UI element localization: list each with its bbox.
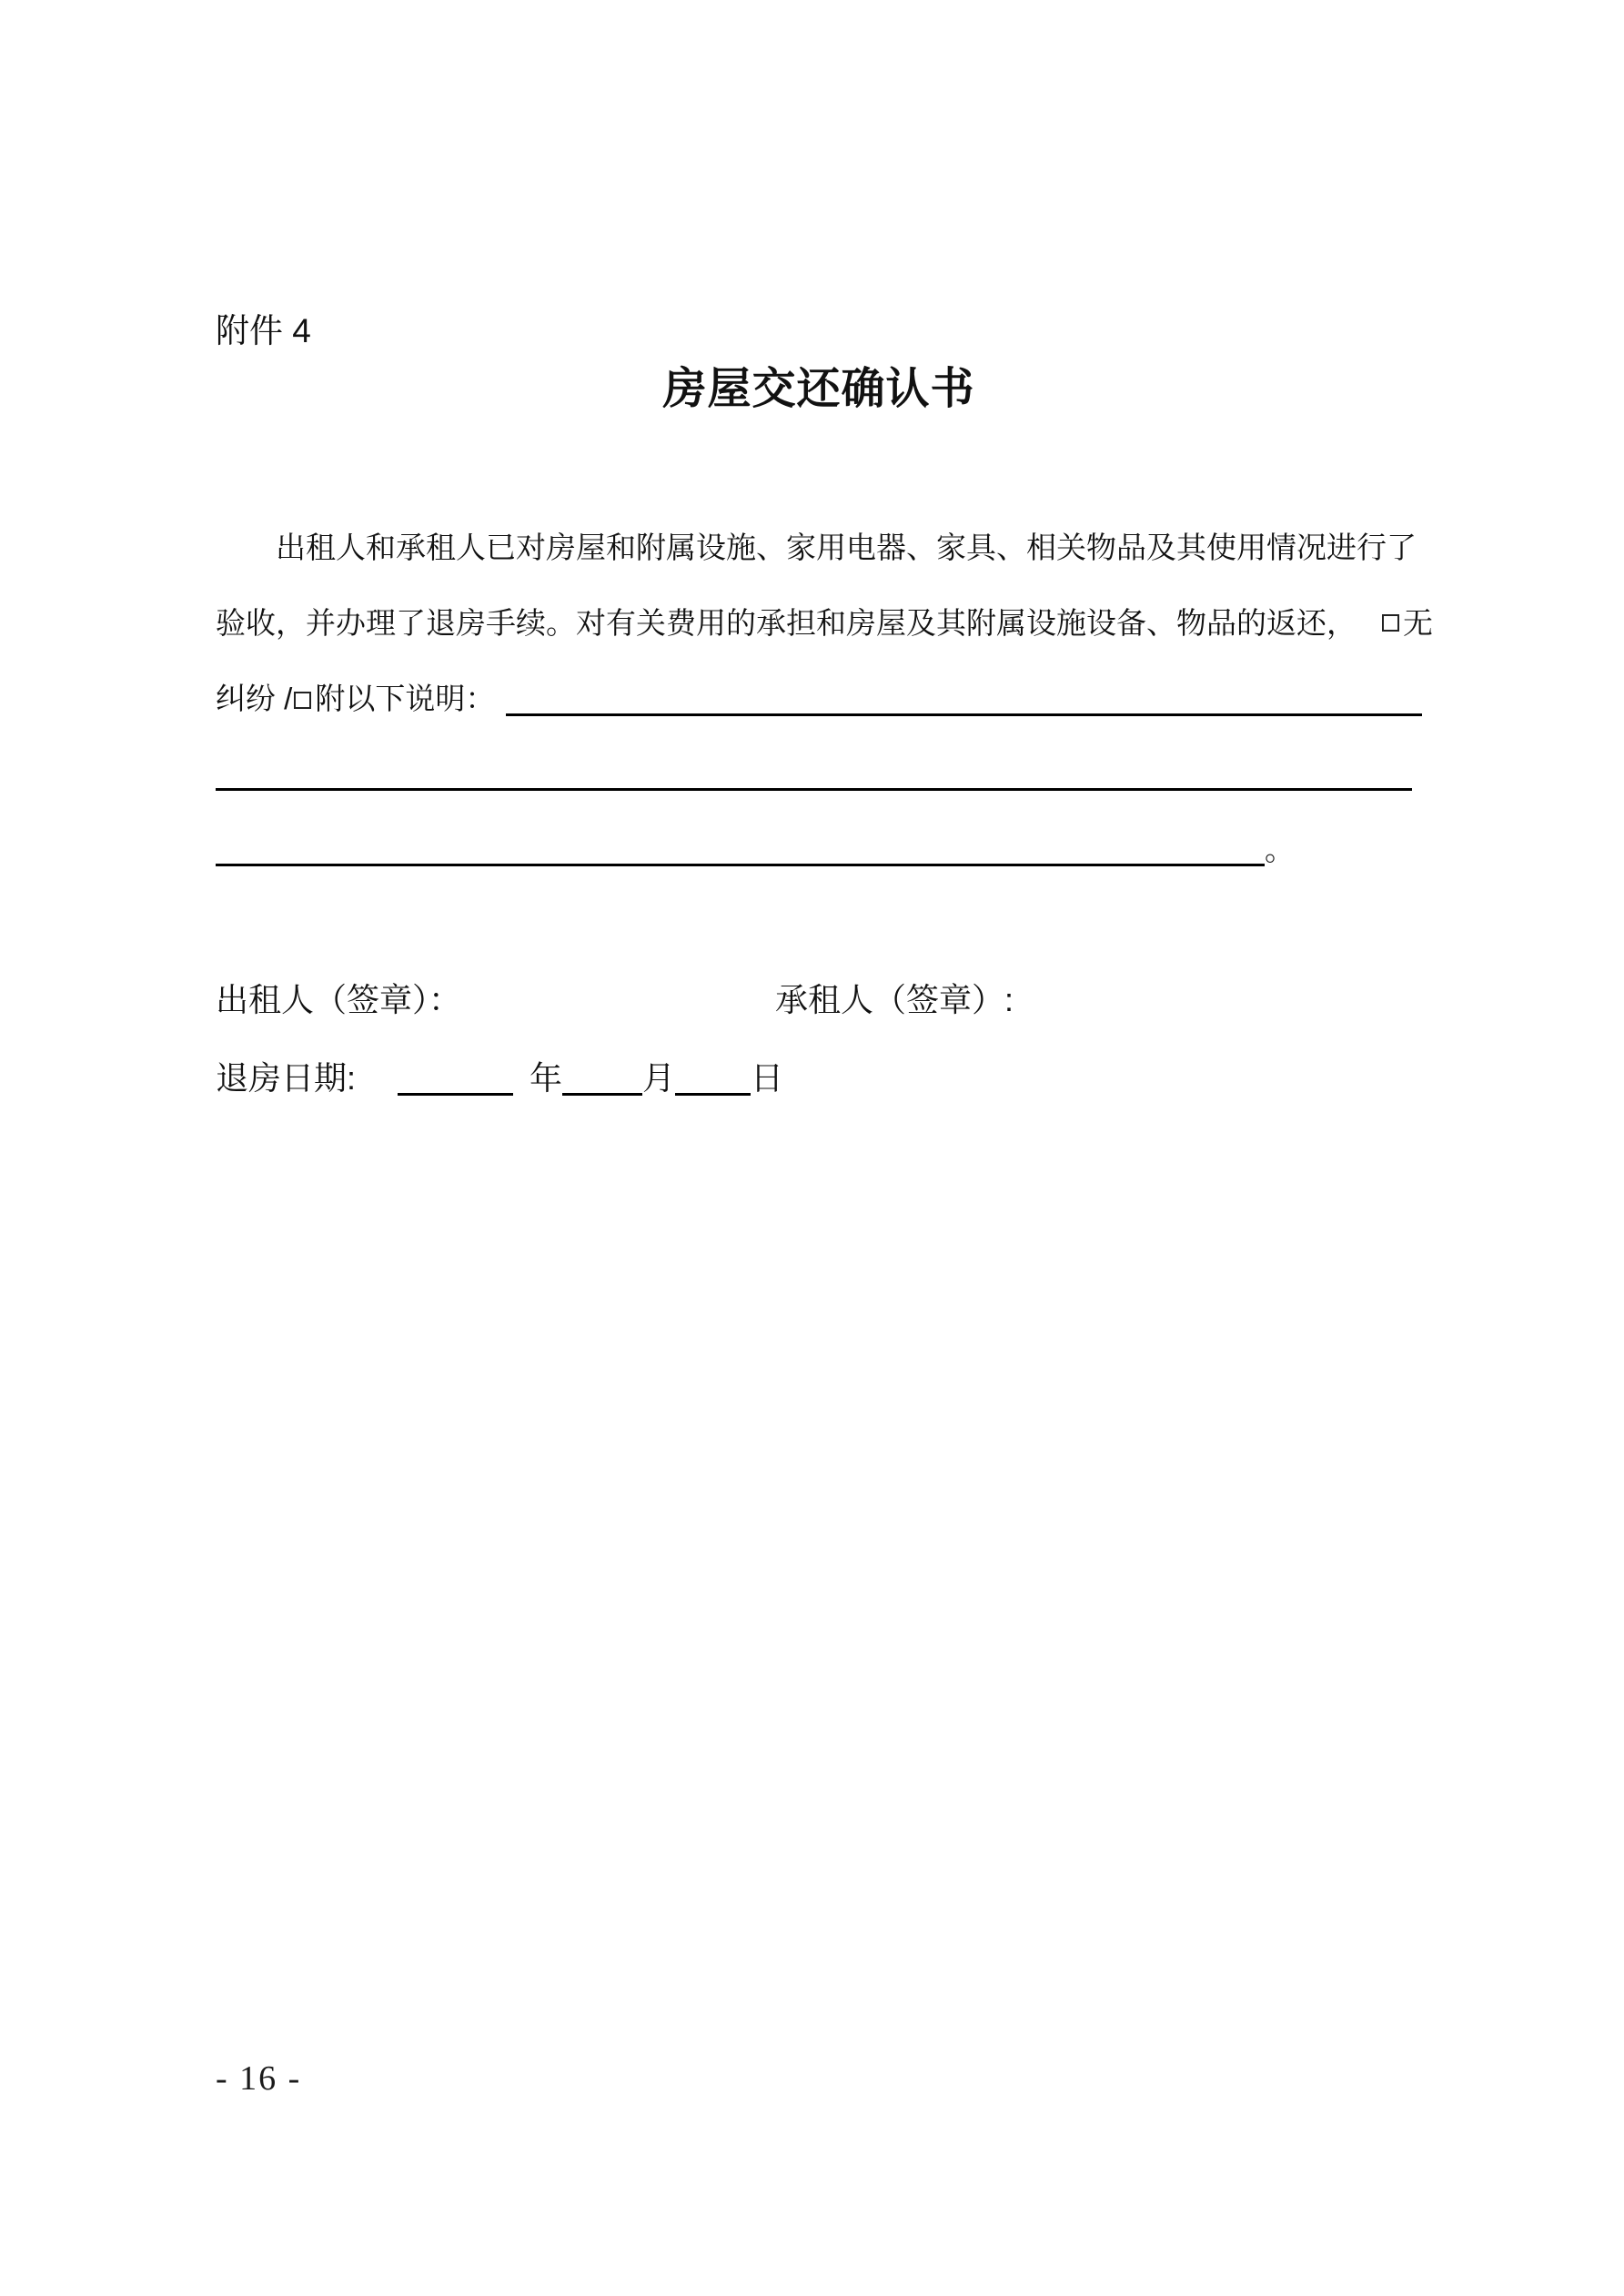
paragraph-line-1 xyxy=(216,510,1422,585)
paragraph-line-3 xyxy=(216,661,1422,736)
page-title: 房屋交还确认书 xyxy=(662,365,975,413)
lessee-signature-label: 承租人（签章）: xyxy=(775,981,1014,1018)
paragraph-text: 纠纷 / xyxy=(216,682,293,715)
page-number: - 16 - xyxy=(216,2059,302,2098)
note-blank-line-3[interactable] xyxy=(216,864,1265,866)
checkout-date-line xyxy=(216,1057,1422,1100)
lessor-signature-label: 出租人（签章）： xyxy=(216,981,462,1018)
no-dispute-label: 无 xyxy=(1403,606,1433,640)
sentence-end-mark: 。 xyxy=(1265,833,1295,866)
paragraph-text: 出租人和承租人已对房屋和附属设施、家用电器、家具、相关物品及其使用情况进行了 xyxy=(276,531,1417,564)
month-label: 月 xyxy=(642,1059,676,1097)
year-label: 年 xyxy=(530,1059,563,1097)
date-day-blank[interactable] xyxy=(675,1093,751,1096)
day-label: 日 xyxy=(751,1059,784,1097)
date-month-blank[interactable] xyxy=(562,1093,642,1096)
paragraph-text: 验收，并办理了退房手续。对有关费用的承担和房屋及其附属设施设备、物品的返还， xyxy=(216,606,1357,640)
signature-row xyxy=(216,978,1422,1022)
paragraph-line-2 xyxy=(216,585,1433,661)
note-blank-line-1[interactable] xyxy=(506,713,1422,716)
paragraph-line-5 xyxy=(216,812,1422,887)
checkbox-with-note[interactable] xyxy=(294,692,311,709)
date-year-blank[interactable] xyxy=(398,1093,513,1096)
body-paragraph xyxy=(216,510,1433,887)
note-blank-line-2[interactable] xyxy=(216,788,1412,791)
attachment-label: 附件 4 xyxy=(216,312,311,349)
attach-note-label: 附以下说明： xyxy=(315,682,496,715)
checkout-date-label: 退房日期: xyxy=(216,1059,357,1097)
checkbox-no-dispute[interactable] xyxy=(1382,614,1399,632)
paragraph-line-4 xyxy=(216,736,1422,812)
